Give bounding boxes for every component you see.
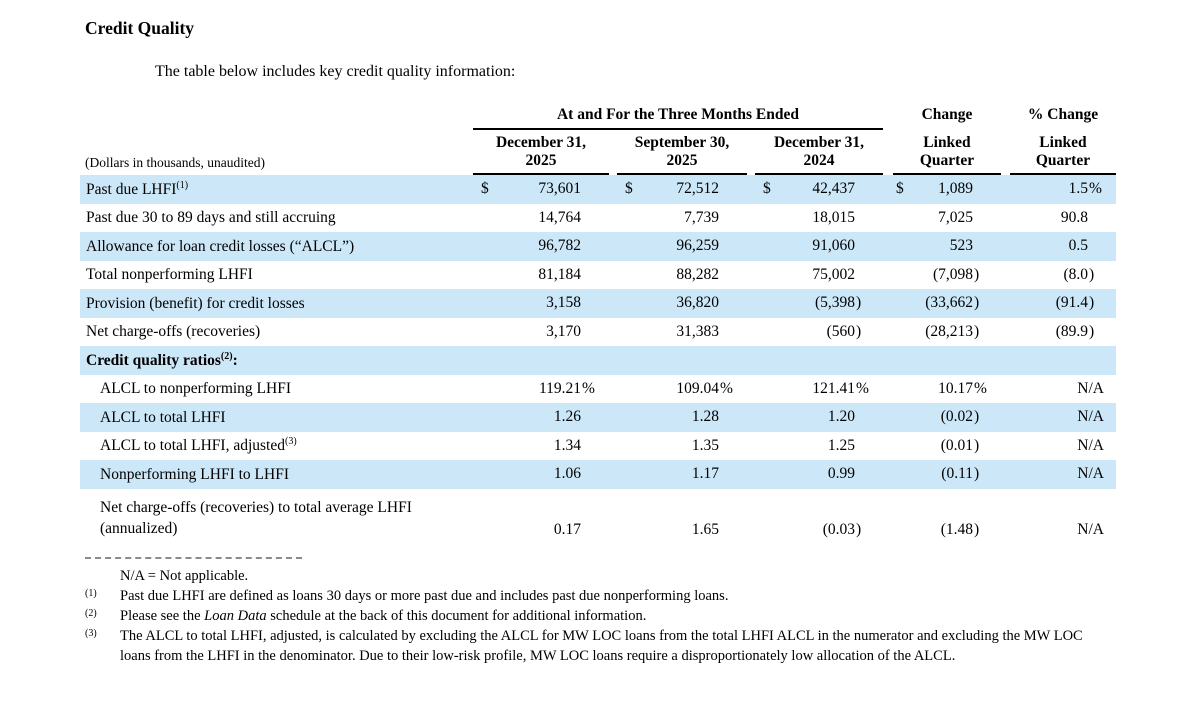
value-cell bbox=[617, 408, 747, 426]
cell-value: 1,089 bbox=[938, 180, 973, 198]
footnote-divider bbox=[85, 557, 302, 559]
value-cell bbox=[473, 294, 609, 312]
column-header-line2: Quarter bbox=[919, 152, 975, 169]
currency-symbol: $ bbox=[896, 180, 904, 198]
cell-value: 0.17 bbox=[553, 520, 581, 538]
cell-value: 90.8 bbox=[1060, 208, 1088, 226]
group-header: At and For the Three Months Ended bbox=[473, 106, 883, 130]
cell-value: 119.21 bbox=[538, 379, 581, 397]
cell-value: 121.41 bbox=[812, 379, 855, 397]
cell-value: 0.5 bbox=[1068, 237, 1088, 255]
footnote-text-italic: Loan Data bbox=[204, 607, 267, 624]
footnote-marker: (3) bbox=[85, 627, 97, 639]
column-header-line2: 2024 bbox=[803, 152, 835, 169]
column-header-sep-2025 bbox=[617, 134, 747, 175]
row-label: Nonperforming LHFI to LHFI bbox=[100, 465, 289, 483]
value-suffix: ) bbox=[856, 520, 862, 538]
cell-value: 1.26 bbox=[553, 408, 581, 426]
value-cell bbox=[755, 209, 883, 227]
value-cell bbox=[473, 209, 609, 227]
value-cell bbox=[473, 323, 609, 341]
value-cell bbox=[1010, 465, 1116, 483]
cell-value: 1.17 bbox=[691, 465, 719, 483]
value-cell bbox=[893, 209, 1001, 227]
column-header-line1: December 31, bbox=[495, 134, 587, 151]
value-cell bbox=[617, 209, 747, 227]
value-suffix: ) bbox=[974, 465, 980, 483]
footnote-1 bbox=[85, 586, 1100, 606]
na-note bbox=[85, 566, 1100, 586]
cell-value: (28,213 bbox=[925, 322, 973, 340]
cell-value: 36,820 bbox=[676, 294, 719, 312]
cell-value: (8.0 bbox=[1063, 265, 1088, 283]
page bbox=[0, 18, 1200, 666]
cell-value: 1.28 bbox=[691, 408, 719, 426]
cell-value: 72,512 bbox=[676, 180, 719, 198]
table-row bbox=[80, 375, 1116, 404]
column-header-dec-2024 bbox=[755, 134, 883, 175]
column-header-line2: 2025 bbox=[525, 152, 557, 169]
cell-value: 81,184 bbox=[538, 265, 581, 283]
value-suffix: ) bbox=[856, 294, 862, 312]
table-row bbox=[80, 232, 1116, 261]
row-label: ALCL to total LHFI, adjusted$^{(3)}$ bbox=[100, 436, 297, 455]
cell-value: (0.01 bbox=[940, 436, 973, 454]
value-cell bbox=[473, 465, 609, 483]
footnote-2 bbox=[85, 606, 1100, 626]
page-title: Credit Quality bbox=[85, 18, 195, 38]
value-cell bbox=[755, 408, 883, 426]
cell-value: N/A bbox=[1077, 379, 1104, 397]
value-cell bbox=[893, 437, 1001, 455]
value-cell bbox=[1010, 380, 1116, 398]
value-cell bbox=[617, 180, 747, 198]
row-label: Net charge-offs (recoveries) bbox=[86, 323, 261, 341]
value-cell bbox=[617, 237, 747, 255]
value-suffix: % bbox=[856, 379, 869, 397]
cell-value: 10.17 bbox=[938, 379, 973, 397]
value-cell bbox=[1010, 521, 1116, 539]
row-label: Credit quality ratios$^{(2)}$: bbox=[86, 350, 238, 369]
cell-value: (1.48 bbox=[940, 520, 973, 538]
value-cell bbox=[755, 294, 883, 312]
value-suffix: ) bbox=[974, 322, 980, 340]
value-cell bbox=[755, 465, 883, 483]
cell-value: N/A bbox=[1077, 520, 1104, 538]
value-cell bbox=[755, 380, 883, 398]
footnote-ref: (1) bbox=[176, 179, 189, 191]
value-cell bbox=[473, 180, 609, 198]
value-suffix: ) bbox=[856, 322, 862, 340]
currency-symbol: $ bbox=[625, 180, 633, 198]
table-row bbox=[80, 261, 1116, 290]
value-cell bbox=[893, 380, 1001, 398]
column-header-line1: September 30, bbox=[634, 134, 730, 151]
value-cell bbox=[617, 521, 747, 539]
pct-change-header: % Change bbox=[1027, 106, 1099, 123]
footnote-text: The ALCL to total LHFI, adjusted, is calculated by excluding the ALCL for MW LOC loans from the total LHFI ALCL in the numerator and excluding the MW LOC loans from the LHFI in the denominator. Due to their low-risk profile, MW LOC loans require a disproportionately low allocation of the ALCL. bbox=[120, 627, 1083, 664]
column-header-line1: Linked bbox=[1039, 134, 1087, 151]
value-cell bbox=[617, 294, 747, 312]
value-cell bbox=[1010, 408, 1116, 426]
row-label: ALCL to nonperforming LHFI bbox=[100, 380, 291, 398]
table-row bbox=[80, 289, 1116, 318]
cell-value: (7,098 bbox=[932, 265, 973, 283]
value-cell bbox=[893, 465, 1001, 483]
value-cell bbox=[1010, 437, 1116, 455]
footnote-marker: (2) bbox=[85, 607, 97, 619]
cell-value: 109.04 bbox=[676, 379, 719, 397]
value-cell bbox=[617, 266, 747, 284]
value-suffix: ) bbox=[974, 520, 980, 538]
value-cell bbox=[617, 323, 747, 341]
value-suffix: ) bbox=[974, 265, 980, 283]
cell-value: (0.03 bbox=[822, 520, 855, 538]
cell-value: 18,015 bbox=[812, 208, 855, 226]
value-suffix: ) bbox=[974, 408, 980, 426]
cell-value: 73,601 bbox=[538, 180, 581, 198]
cell-value: 96,259 bbox=[676, 237, 719, 255]
cell-value: 3,170 bbox=[546, 322, 581, 340]
footnote-marker: (1) bbox=[85, 587, 97, 599]
value-suffix: % bbox=[582, 379, 595, 397]
value-suffix: ) bbox=[1089, 265, 1095, 283]
cell-value: 88,282 bbox=[676, 265, 719, 283]
row-label: Past due 30 to 89 days and still accruing bbox=[86, 209, 336, 227]
value-cell bbox=[893, 323, 1001, 341]
value-cell bbox=[755, 237, 883, 255]
cell-value: N/A bbox=[1077, 436, 1104, 454]
cell-value: 91,060 bbox=[812, 237, 855, 255]
column-header-line1: Linked bbox=[923, 134, 971, 151]
value-cell bbox=[1010, 266, 1116, 284]
column-header-line1: December 31, bbox=[773, 134, 865, 151]
value-suffix: ) bbox=[1089, 294, 1095, 312]
cell-value: (89.9 bbox=[1055, 322, 1088, 340]
cell-value: 42,437 bbox=[812, 180, 855, 198]
cell-value: (5,398 bbox=[814, 294, 855, 312]
value-suffix: ) bbox=[1089, 322, 1095, 340]
cell-value: 1.65 bbox=[691, 520, 719, 538]
table-row bbox=[80, 346, 1116, 375]
table-row bbox=[80, 432, 1116, 461]
cell-value: N/A bbox=[1077, 465, 1104, 483]
currency-symbol: $ bbox=[763, 180, 771, 198]
value-cell bbox=[617, 465, 747, 483]
table-row bbox=[80, 403, 1116, 432]
table-row bbox=[80, 175, 1116, 204]
cell-value: 1.06 bbox=[553, 465, 581, 483]
cell-value: (560 bbox=[826, 322, 855, 340]
table-column-header-row bbox=[80, 134, 1116, 175]
value-suffix: % bbox=[974, 379, 987, 397]
value-cell bbox=[473, 408, 609, 426]
change-header: Change bbox=[921, 106, 973, 123]
row-label: Total nonperforming LHFI bbox=[86, 266, 253, 284]
value-cell bbox=[893, 266, 1001, 284]
value-cell bbox=[617, 380, 747, 398]
cell-value: 1.35 bbox=[691, 436, 719, 454]
cell-value: 1.34 bbox=[553, 436, 581, 454]
footnote-3 bbox=[85, 626, 1100, 666]
value-cell bbox=[755, 437, 883, 455]
table-row bbox=[80, 204, 1116, 233]
value-cell bbox=[473, 266, 609, 284]
table-row bbox=[80, 489, 1116, 544]
row-label: Past due LHFI$^{(1)}$ bbox=[86, 179, 189, 198]
cell-value: (0.02 bbox=[940, 408, 973, 426]
value-cell bbox=[1010, 237, 1116, 255]
value-suffix: % bbox=[720, 379, 733, 397]
footnotes bbox=[85, 557, 1100, 666]
value-cell bbox=[473, 380, 609, 398]
value-cell bbox=[473, 437, 609, 455]
value-cell bbox=[473, 521, 609, 539]
footnote-text-post: schedule at the back of this document for additional information. bbox=[266, 607, 647, 624]
value-cell bbox=[893, 294, 1001, 312]
column-header-line2: Quarter bbox=[1035, 152, 1091, 169]
row-label: Allowance for loan credit losses (“ALCL”) bbox=[86, 237, 355, 255]
footnote-text bbox=[120, 608, 646, 624]
column-header-line2: 2025 bbox=[666, 152, 698, 169]
value-cell bbox=[755, 266, 883, 284]
value-suffix: ) bbox=[974, 294, 980, 312]
cell-value: N/A bbox=[1077, 408, 1104, 426]
column-header-dec-2025 bbox=[473, 134, 609, 175]
footnote-text-pre: Please see the bbox=[120, 607, 205, 624]
cell-value: 523 bbox=[949, 237, 973, 255]
value-cell bbox=[893, 521, 1001, 539]
cell-value: 14,764 bbox=[538, 208, 581, 226]
value-cell bbox=[755, 323, 883, 341]
cell-value: 75,002 bbox=[812, 265, 855, 283]
table-row bbox=[80, 318, 1116, 347]
value-suffix: % bbox=[1089, 180, 1102, 198]
column-header-change-linked-quarter bbox=[893, 134, 1001, 175]
value-cell bbox=[1010, 180, 1116, 198]
cell-value: 1.25 bbox=[827, 436, 855, 454]
value-cell bbox=[893, 237, 1001, 255]
intro-text: The table below includes key credit quality information: bbox=[155, 63, 516, 80]
value-cell bbox=[755, 180, 883, 198]
cell-value: 1.5 bbox=[1068, 180, 1088, 198]
footnote-ref: (3) bbox=[284, 436, 297, 448]
value-suffix: ) bbox=[974, 436, 980, 454]
value-cell bbox=[617, 437, 747, 455]
value-cell bbox=[893, 180, 1001, 198]
units-note: (Dollars in thousands, unaudited) bbox=[85, 155, 265, 170]
row-label: Net charge-offs (recoveries) to total average LHFI (annualized) bbox=[100, 498, 412, 537]
cell-value: (0.11 bbox=[941, 465, 973, 483]
table-body bbox=[80, 175, 1116, 544]
cell-value: 3,158 bbox=[546, 294, 581, 312]
footnote-text: Past due LHFI are defined as loans 30 days or more past due and includes past due nonperforming loans. bbox=[120, 587, 729, 604]
value-cell bbox=[1010, 294, 1116, 312]
value-cell bbox=[755, 521, 883, 539]
value-cell bbox=[473, 237, 609, 255]
cell-value: 7,025 bbox=[938, 208, 973, 226]
cell-value: 0.99 bbox=[827, 465, 855, 483]
row-label: Provision (benefit) for credit losses bbox=[86, 294, 305, 312]
cell-value: (91.4 bbox=[1055, 294, 1088, 312]
cell-value: 96,782 bbox=[538, 237, 581, 255]
cell-value: (33,662 bbox=[925, 294, 973, 312]
currency-symbol: $ bbox=[481, 180, 489, 198]
row-label: ALCL to total LHFI bbox=[100, 408, 226, 426]
value-cell bbox=[1010, 323, 1116, 341]
value-cell bbox=[893, 408, 1001, 426]
credit-quality-table bbox=[80, 106, 1116, 544]
column-header-pct-change-linked-quarter bbox=[1010, 134, 1116, 175]
cell-value: 7,739 bbox=[684, 208, 719, 226]
value-cell bbox=[1010, 209, 1116, 227]
table-group-header-row bbox=[80, 106, 1116, 130]
footnote-ref: (2) bbox=[220, 350, 233, 362]
na-note-text: N/A = Not applicable. bbox=[120, 567, 249, 584]
cell-value: 31,383 bbox=[676, 322, 719, 340]
table-row bbox=[80, 460, 1116, 489]
cell-value: 1.20 bbox=[827, 408, 855, 426]
